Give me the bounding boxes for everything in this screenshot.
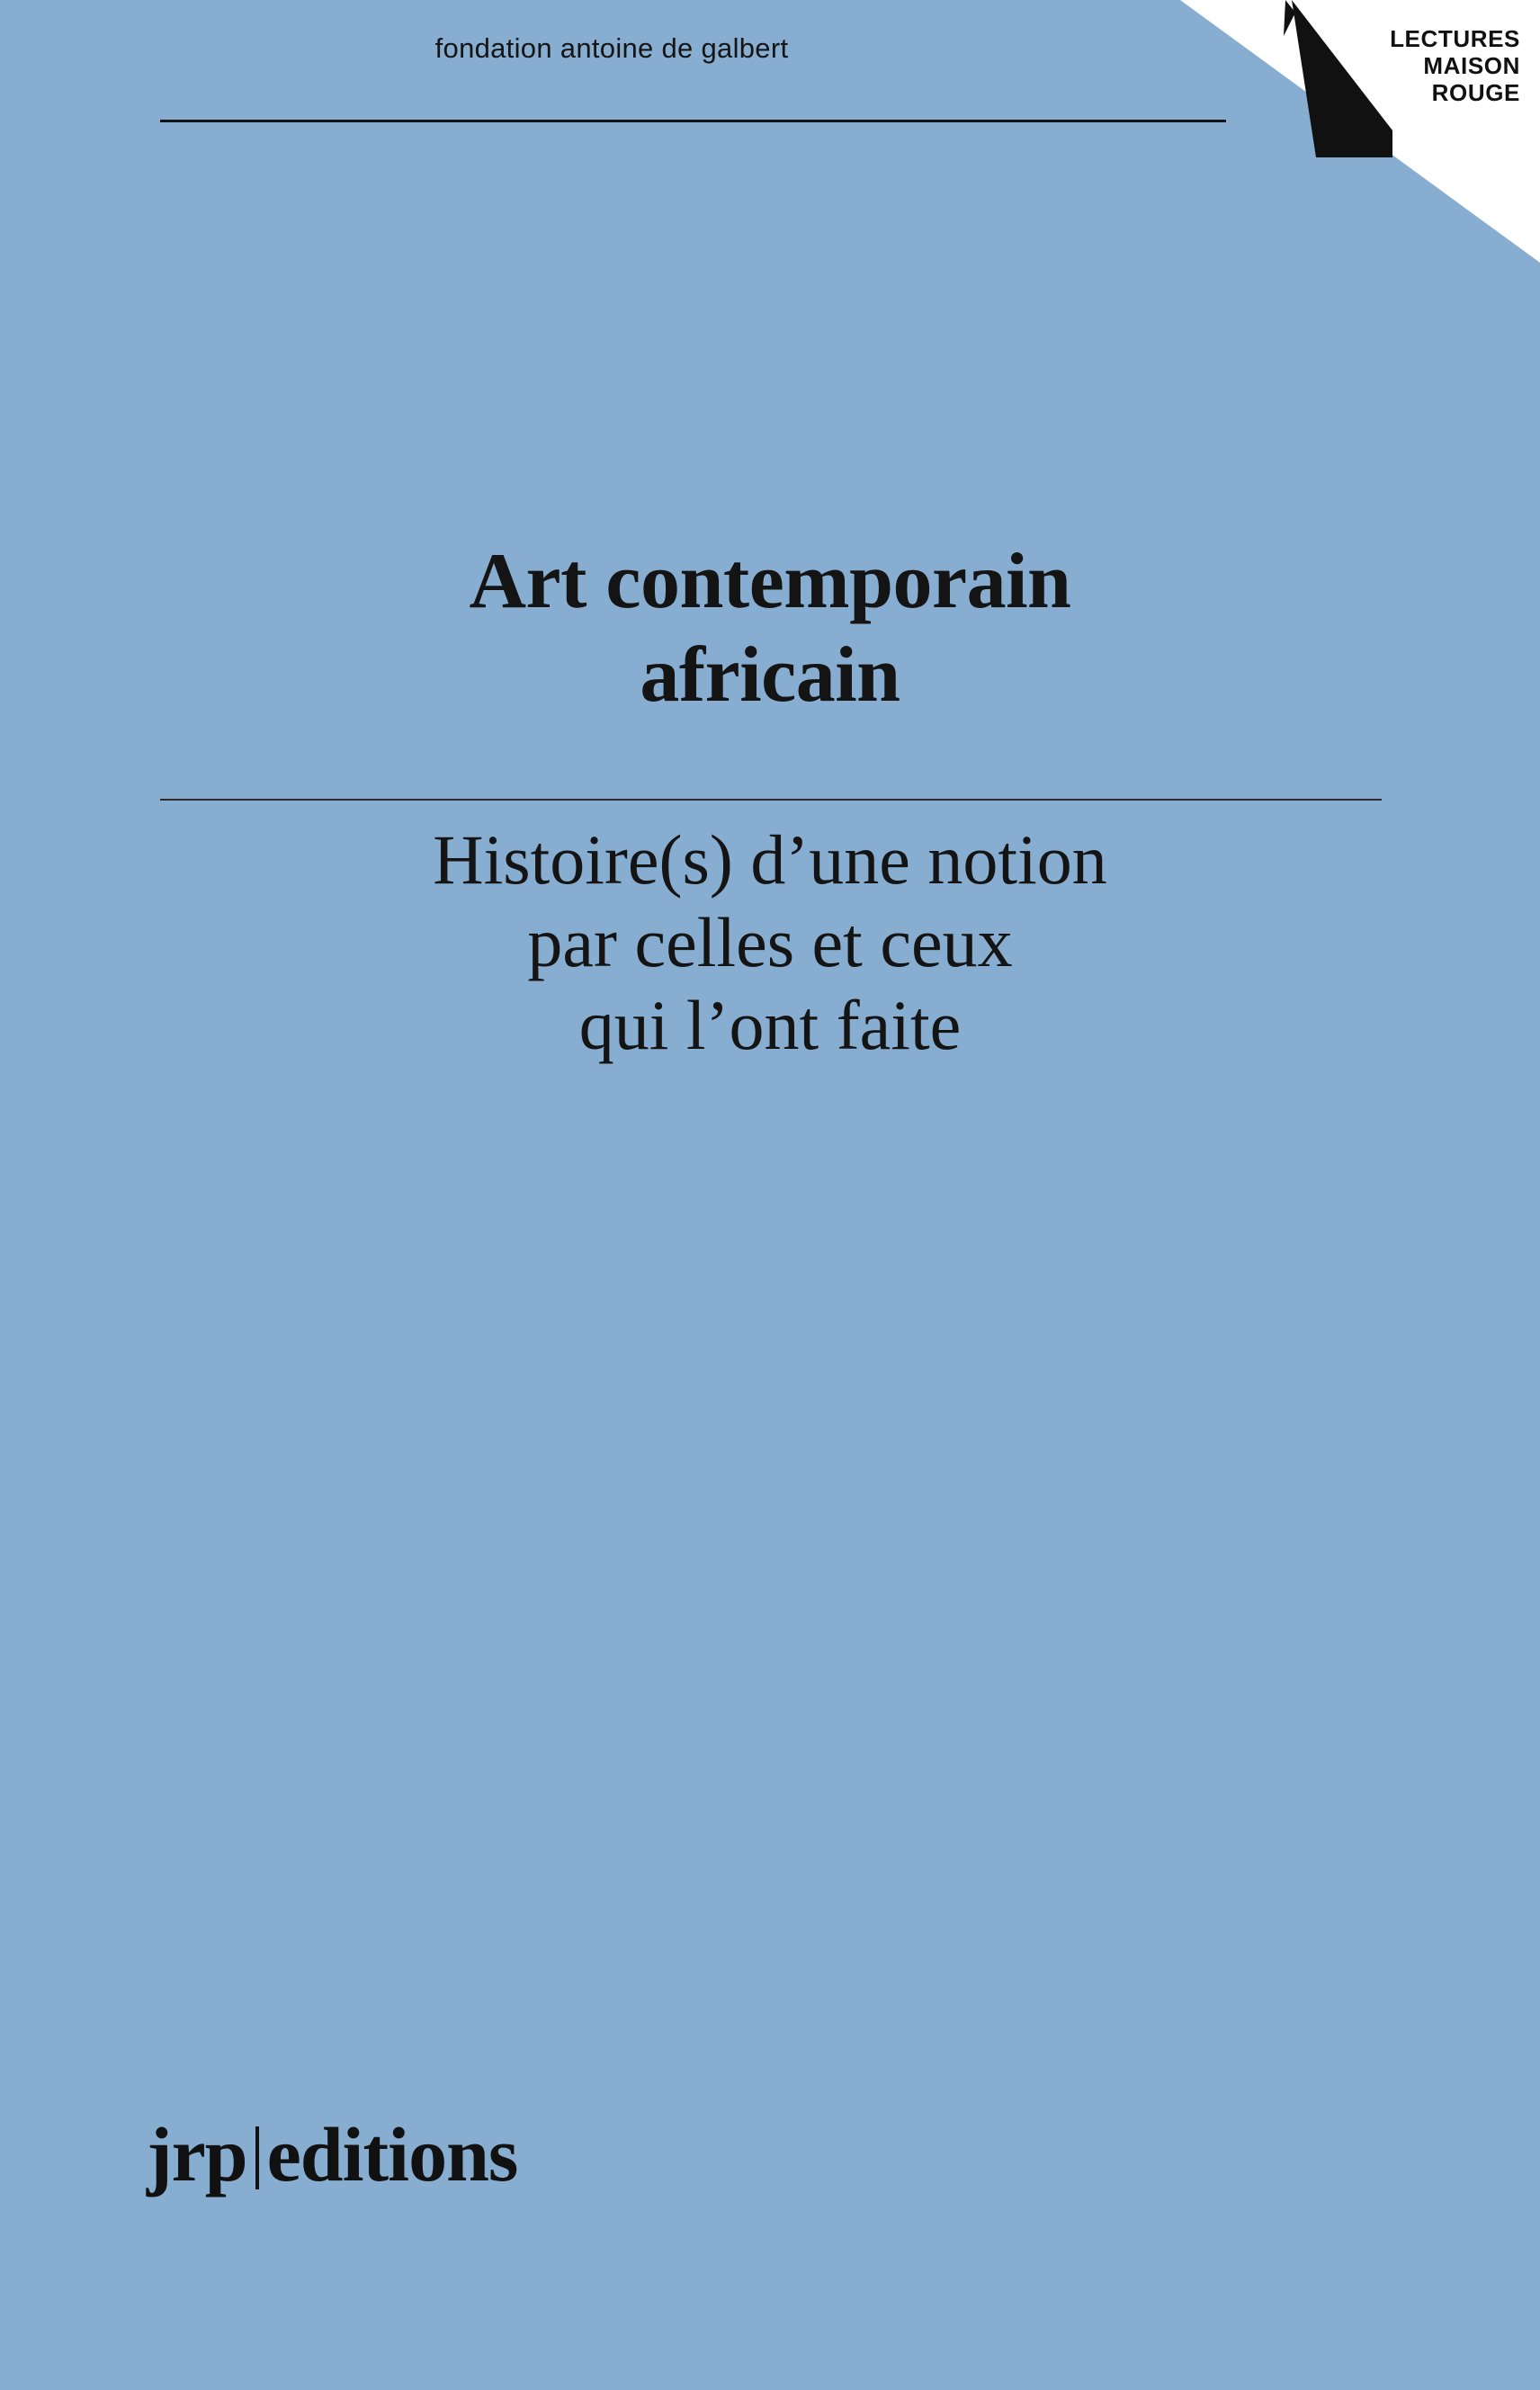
publisher-logo-divider <box>255 2126 259 2189</box>
lectures-maison-rouge-mark <box>1390 25 1520 106</box>
foundation-credit: fondation antoine de galbert <box>434 32 789 64</box>
title-line-1: Art contemporain <box>469 538 1071 625</box>
subtitle-line-1: Histoire(s) d’une notion <box>433 820 1107 899</box>
lectures-line-2: MAISON <box>1423 52 1520 80</box>
subtitle-line-2: par celles et ceux <box>527 903 1013 982</box>
publisher-logo-right: editions <box>266 2111 518 2198</box>
top-divider <box>160 120 1226 122</box>
title-line-2: africain <box>640 631 900 719</box>
page-subtitle <box>158 819 1382 1067</box>
publisher-logo-left: jrp <box>147 2111 247 2198</box>
lectures-line-3: ROUGE <box>1431 79 1520 107</box>
title-subtitle-divider <box>160 799 1382 801</box>
publisher-logo <box>147 2109 517 2199</box>
subtitle-line-3: qui l’ont faite <box>578 986 962 1065</box>
lectures-line-1: LECTURES <box>1390 25 1520 52</box>
page-title <box>158 535 1382 722</box>
